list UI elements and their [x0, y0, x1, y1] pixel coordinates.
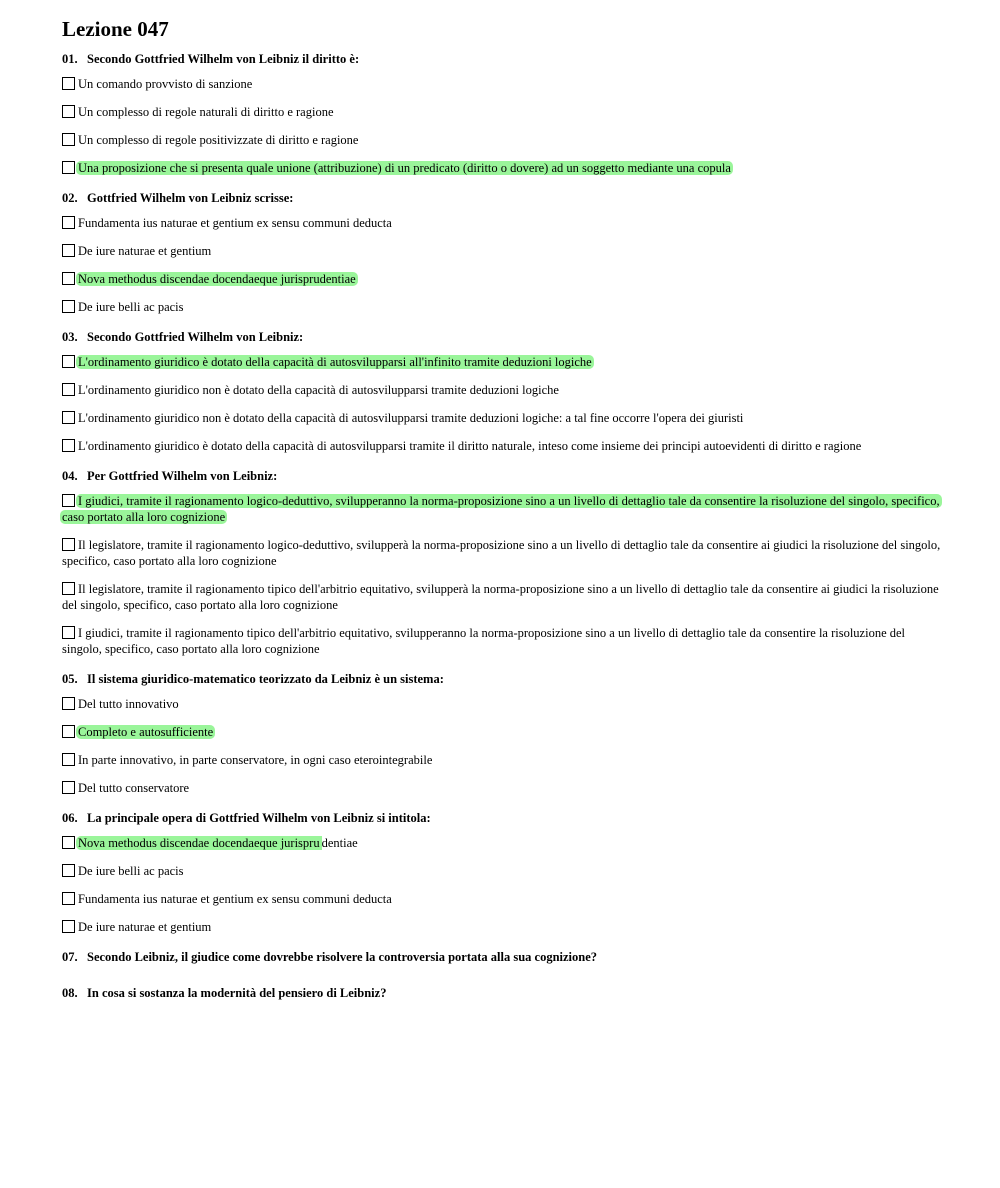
question-text: In cosa si sostanza la modernità del pensiero di Leibniz? [87, 986, 387, 1000]
checkbox[interactable] [62, 892, 75, 905]
answer-text: L'ordinamento giuridico è dotato della capacità di autosvilupparsi tramite il diritto naturale, inteso come insieme dei principi autoevidenti di diritto e ragione [78, 439, 862, 453]
answer-option[interactable] [62, 625, 942, 657]
answer-option[interactable] [62, 724, 942, 740]
answer-text: Fundamenta ius naturae et gentium ex sensu communi deducta [78, 216, 392, 230]
answer-text: Un comando provvisto di sanzione [78, 77, 253, 91]
checkbox[interactable] [62, 920, 75, 933]
question-header [62, 329, 942, 345]
question-header [62, 985, 942, 1001]
checkbox[interactable] [62, 383, 75, 396]
answer-option[interactable] [62, 271, 942, 287]
question-02 [62, 190, 942, 315]
question-header [62, 190, 942, 206]
question-06 [62, 810, 942, 935]
question-number: 08. [62, 986, 78, 1000]
question-07 [62, 949, 942, 965]
checkbox[interactable] [62, 216, 75, 229]
question-text: Gottfried Wilhelm von Leibniz scrisse: [87, 191, 294, 205]
answer-text: I giudici, tramite il ragionamento tipico dell'arbitrio equitativo, svilupperanno la norma-proposizione sino a un livello di dettaglio tale da consentire la risoluzione del singolo, specifico, caso portato alla loro cognizione [62, 626, 906, 656]
checkbox[interactable] [62, 244, 75, 257]
answer-option[interactable] [62, 581, 942, 613]
checkbox[interactable] [62, 355, 75, 368]
answer-text-highlighted: Completo e autosufficiente [78, 725, 214, 739]
answer-option[interactable] [62, 752, 942, 768]
answer-text-highlighted: Nova methodus discendae docendaeque jurisprudentiae [78, 272, 356, 286]
question-text: Secondo Leibniz, il giudice come dovrebbe risolvere la controversia portata alla sua cognizione? [87, 950, 598, 964]
answer-option[interactable] [62, 891, 942, 907]
answer-text-highlighted: Una proposizione che si presenta quale unione (attribuzione) di un predicato (diritto o dovere) ad un soggetto mediante una copula [78, 161, 731, 175]
checkbox[interactable] [62, 272, 75, 285]
question-number: 06. [62, 811, 78, 825]
checkbox[interactable] [62, 836, 75, 849]
checkbox[interactable] [62, 725, 75, 738]
answer-option[interactable] [62, 780, 942, 796]
answer-option[interactable] [62, 354, 942, 370]
answer-option[interactable] [62, 410, 942, 426]
answer-text: De iure belli ac pacis [78, 864, 184, 878]
question-number: 03. [62, 330, 78, 344]
answer-text-highlighted: I giudici, tramite il ragionamento logico-deduttivo, svilupperanno la norma-proposizione sino a un livello di dettaglio tale da consentire la risoluzione del singolo, specifico, caso portato alla loro cognizione [62, 494, 940, 524]
answer-option[interactable] [62, 104, 942, 120]
answer-option[interactable] [62, 696, 942, 712]
answer-text: Il legislatore, tramite il ragionamento logico-deduttivo, svilupperà la norma-proposizione sino a un livello di dettaglio tale da consentire ai giudici la risoluzione del singolo, specifico, caso portato alla loro cognizione [62, 538, 941, 568]
checkbox[interactable] [62, 582, 75, 595]
answer-option[interactable] [62, 76, 942, 92]
checkbox[interactable] [62, 439, 75, 452]
checkbox[interactable] [62, 781, 75, 794]
question-05 [62, 671, 942, 796]
checkbox[interactable] [62, 77, 75, 90]
answer-option[interactable] [62, 863, 942, 879]
question-04 [62, 468, 942, 657]
answer-text: Il legislatore, tramite il ragionamento tipico dell'arbitrio equitativo, svilupperà la norma-proposizione sino a un livello di dettaglio tale da consentire ai giudici la risoluzione del singolo, specifico, caso portato alla loro cognizione [62, 582, 939, 612]
question-text: Secondo Gottfried Wilhelm von Leibniz il diritto è: [87, 52, 360, 66]
question-list [62, 51, 942, 1001]
answer-option[interactable] [62, 243, 942, 259]
answer-text: Del tutto conservatore [78, 781, 190, 795]
answer-text: Fundamenta ius naturae et gentium ex sensu communi deducta [78, 892, 392, 906]
question-header [62, 949, 942, 965]
answer-text-highlighted: Nova methodus discendae docendaeque jurispru [78, 836, 320, 850]
question-text: Il sistema giuridico-matematico teorizzato da Leibniz è un sistema: [87, 672, 444, 686]
question-01 [62, 51, 942, 176]
answer-text-rest: dentiae [321, 836, 358, 850]
answer-option[interactable] [62, 438, 942, 454]
checkbox[interactable] [62, 133, 75, 146]
question-text: La principale opera di Gottfried Wilhelm von Leibniz si intitola: [87, 811, 431, 825]
answer-option[interactable] [62, 382, 942, 398]
answer-option[interactable] [62, 493, 942, 525]
question-number: 01. [62, 52, 78, 66]
question-header [62, 51, 942, 67]
question-number: 02. [62, 191, 78, 205]
question-03 [62, 329, 942, 454]
checkbox[interactable] [62, 538, 75, 551]
checkbox[interactable] [62, 626, 75, 639]
question-header [62, 671, 942, 687]
quiz-page [62, 17, 942, 1021]
checkbox[interactable] [62, 864, 75, 877]
answer-text: De iure naturae et gentium [78, 920, 212, 934]
question-header [62, 468, 942, 484]
answer-text: L'ordinamento giuridico non è dotato della capacità di autosvilupparsi tramite deduzioni logiche: a tal fine occorre l'opera dei giuristi [78, 411, 744, 425]
answer-text: Del tutto innovativo [78, 697, 179, 711]
answer-text-highlighted: L'ordinamento giuridico è dotato della capacità di autosvilupparsi all'infinito tramite deduzioni logiche [78, 355, 592, 369]
question-08 [62, 985, 942, 1001]
question-header [62, 810, 942, 826]
answer-option[interactable] [62, 132, 942, 148]
answer-option[interactable] [62, 537, 942, 569]
checkbox[interactable] [62, 300, 75, 313]
answer-text: De iure naturae et gentium [78, 244, 212, 258]
question-text: Per Gottfried Wilhelm von Leibniz: [87, 469, 278, 483]
checkbox[interactable] [62, 411, 75, 424]
answer-option[interactable] [62, 835, 942, 851]
answer-text: L'ordinamento giuridico non è dotato della capacità di autosvilupparsi tramite deduzioni logiche [78, 383, 559, 397]
question-text: Secondo Gottfried Wilhelm von Leibniz: [87, 330, 304, 344]
answer-text: Un complesso di regole naturali di diritto e ragione [78, 105, 334, 119]
checkbox[interactable] [62, 494, 75, 507]
lesson-title: Lezione 047 [62, 17, 169, 41]
answer-text: Un complesso di regole positivizzate di diritto e ragione [78, 133, 359, 147]
checkbox[interactable] [62, 161, 75, 174]
answer-text: De iure belli ac pacis [78, 300, 184, 314]
question-number: 05. [62, 672, 78, 686]
answer-option[interactable] [62, 919, 942, 935]
question-number: 07. [62, 950, 78, 964]
checkbox[interactable] [62, 697, 75, 710]
answer-text: In parte innovativo, in parte conservatore, in ogni caso eterointegrabile [78, 753, 433, 767]
answer-option[interactable] [62, 215, 942, 231]
checkbox[interactable] [62, 105, 75, 118]
answer-option[interactable] [62, 299, 942, 315]
answer-option[interactable] [62, 160, 942, 176]
checkbox[interactable] [62, 753, 75, 766]
question-number: 04. [62, 469, 78, 483]
